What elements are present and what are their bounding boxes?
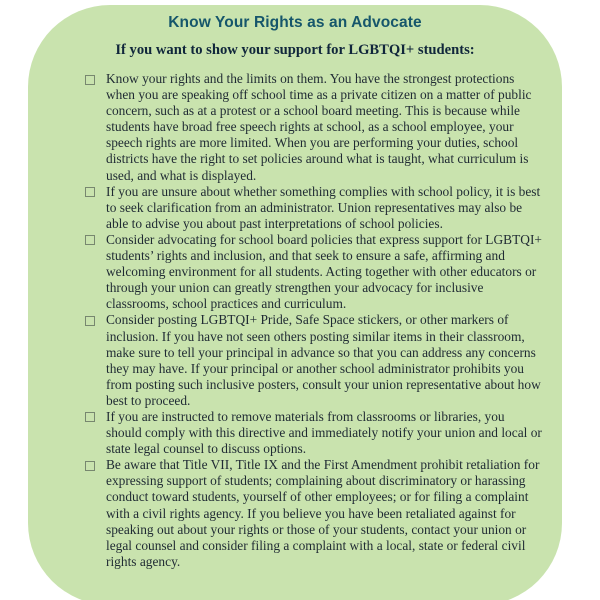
advocate-rights-card bbox=[28, 5, 562, 600]
list-item bbox=[85, 184, 542, 232]
bullet-text: Consider advocating for school board policies that express support for LGBTQI+ students’ rights and inclusion, and that seek to ensure a safe, affirming and welcoming environment for all students. Acting together with other educators or through your union can greatly strengthen your advocacy for inclusive classrooms, school practices and curriculum. bbox=[106, 231, 542, 312]
list-item bbox=[85, 312, 542, 409]
card-subtitle: If you want to show your support for LGBTQI+ students: bbox=[115, 42, 475, 58]
square-bullet-icon bbox=[85, 412, 95, 422]
card-title: Know Your Rights as an Advocate bbox=[168, 14, 422, 31]
list-item bbox=[85, 232, 542, 312]
list-item bbox=[85, 457, 542, 570]
square-bullet-icon bbox=[85, 461, 95, 471]
advocacy-bullet-list bbox=[28, 71, 562, 570]
bullet-text: If you are unsure about whether something complies with school policy, it is best to seek clarification from an administrator. Union representatives may also be able to advise you about past interpretations of school policies. bbox=[106, 183, 541, 231]
square-bullet-icon bbox=[85, 75, 95, 85]
bullet-text: Be aware that Title VII, Title IX and the First Amendment prohibit retaliation for expressing support of students; complaining about discriminatory or harassing conduct toward students, yourself of other employees; or for filing a complaint with a civil rights agency. If you believe you have been retaliated against for speaking out about your rights or those of your students, contact your union or legal counsel and consider filing a complaint with a local, state or federal civil rights agency. bbox=[106, 457, 540, 569]
list-item bbox=[85, 409, 542, 457]
square-bullet-icon bbox=[85, 316, 95, 326]
list-item bbox=[85, 71, 542, 184]
bullet-text: Know your rights and the limits on them. You have the strongest protections when you are speaking off school time as a private citizen on a matter of public concern, such as at a protest or a school board meeting. This is because while students have broad free speech rights at school, as a school employee, your speech rights are more limited. When you are performing your duties, school districts have the right to set policies around what is taught, what curriculum is used, and what is displayed. bbox=[106, 71, 532, 183]
square-bullet-icon bbox=[85, 235, 95, 245]
bullet-text: Consider posting LGBTQI+ Pride, Safe Space stickers, or other markers of inclusion. If you have not seen others posting similar items in their classroom, make sure to tell your principal in advance so that you can address any concerns they may have. If your principal or another school administrator prohibits you from posting such inclusive posters, consult your union representative about how best to proceed. bbox=[106, 312, 541, 408]
bullet-text: If you are instructed to remove materials from classrooms or libraries, you should comply with this directive and immediately notify your union and local or state legal counsel to discuss options. bbox=[106, 408, 542, 457]
square-bullet-icon bbox=[85, 187, 95, 197]
